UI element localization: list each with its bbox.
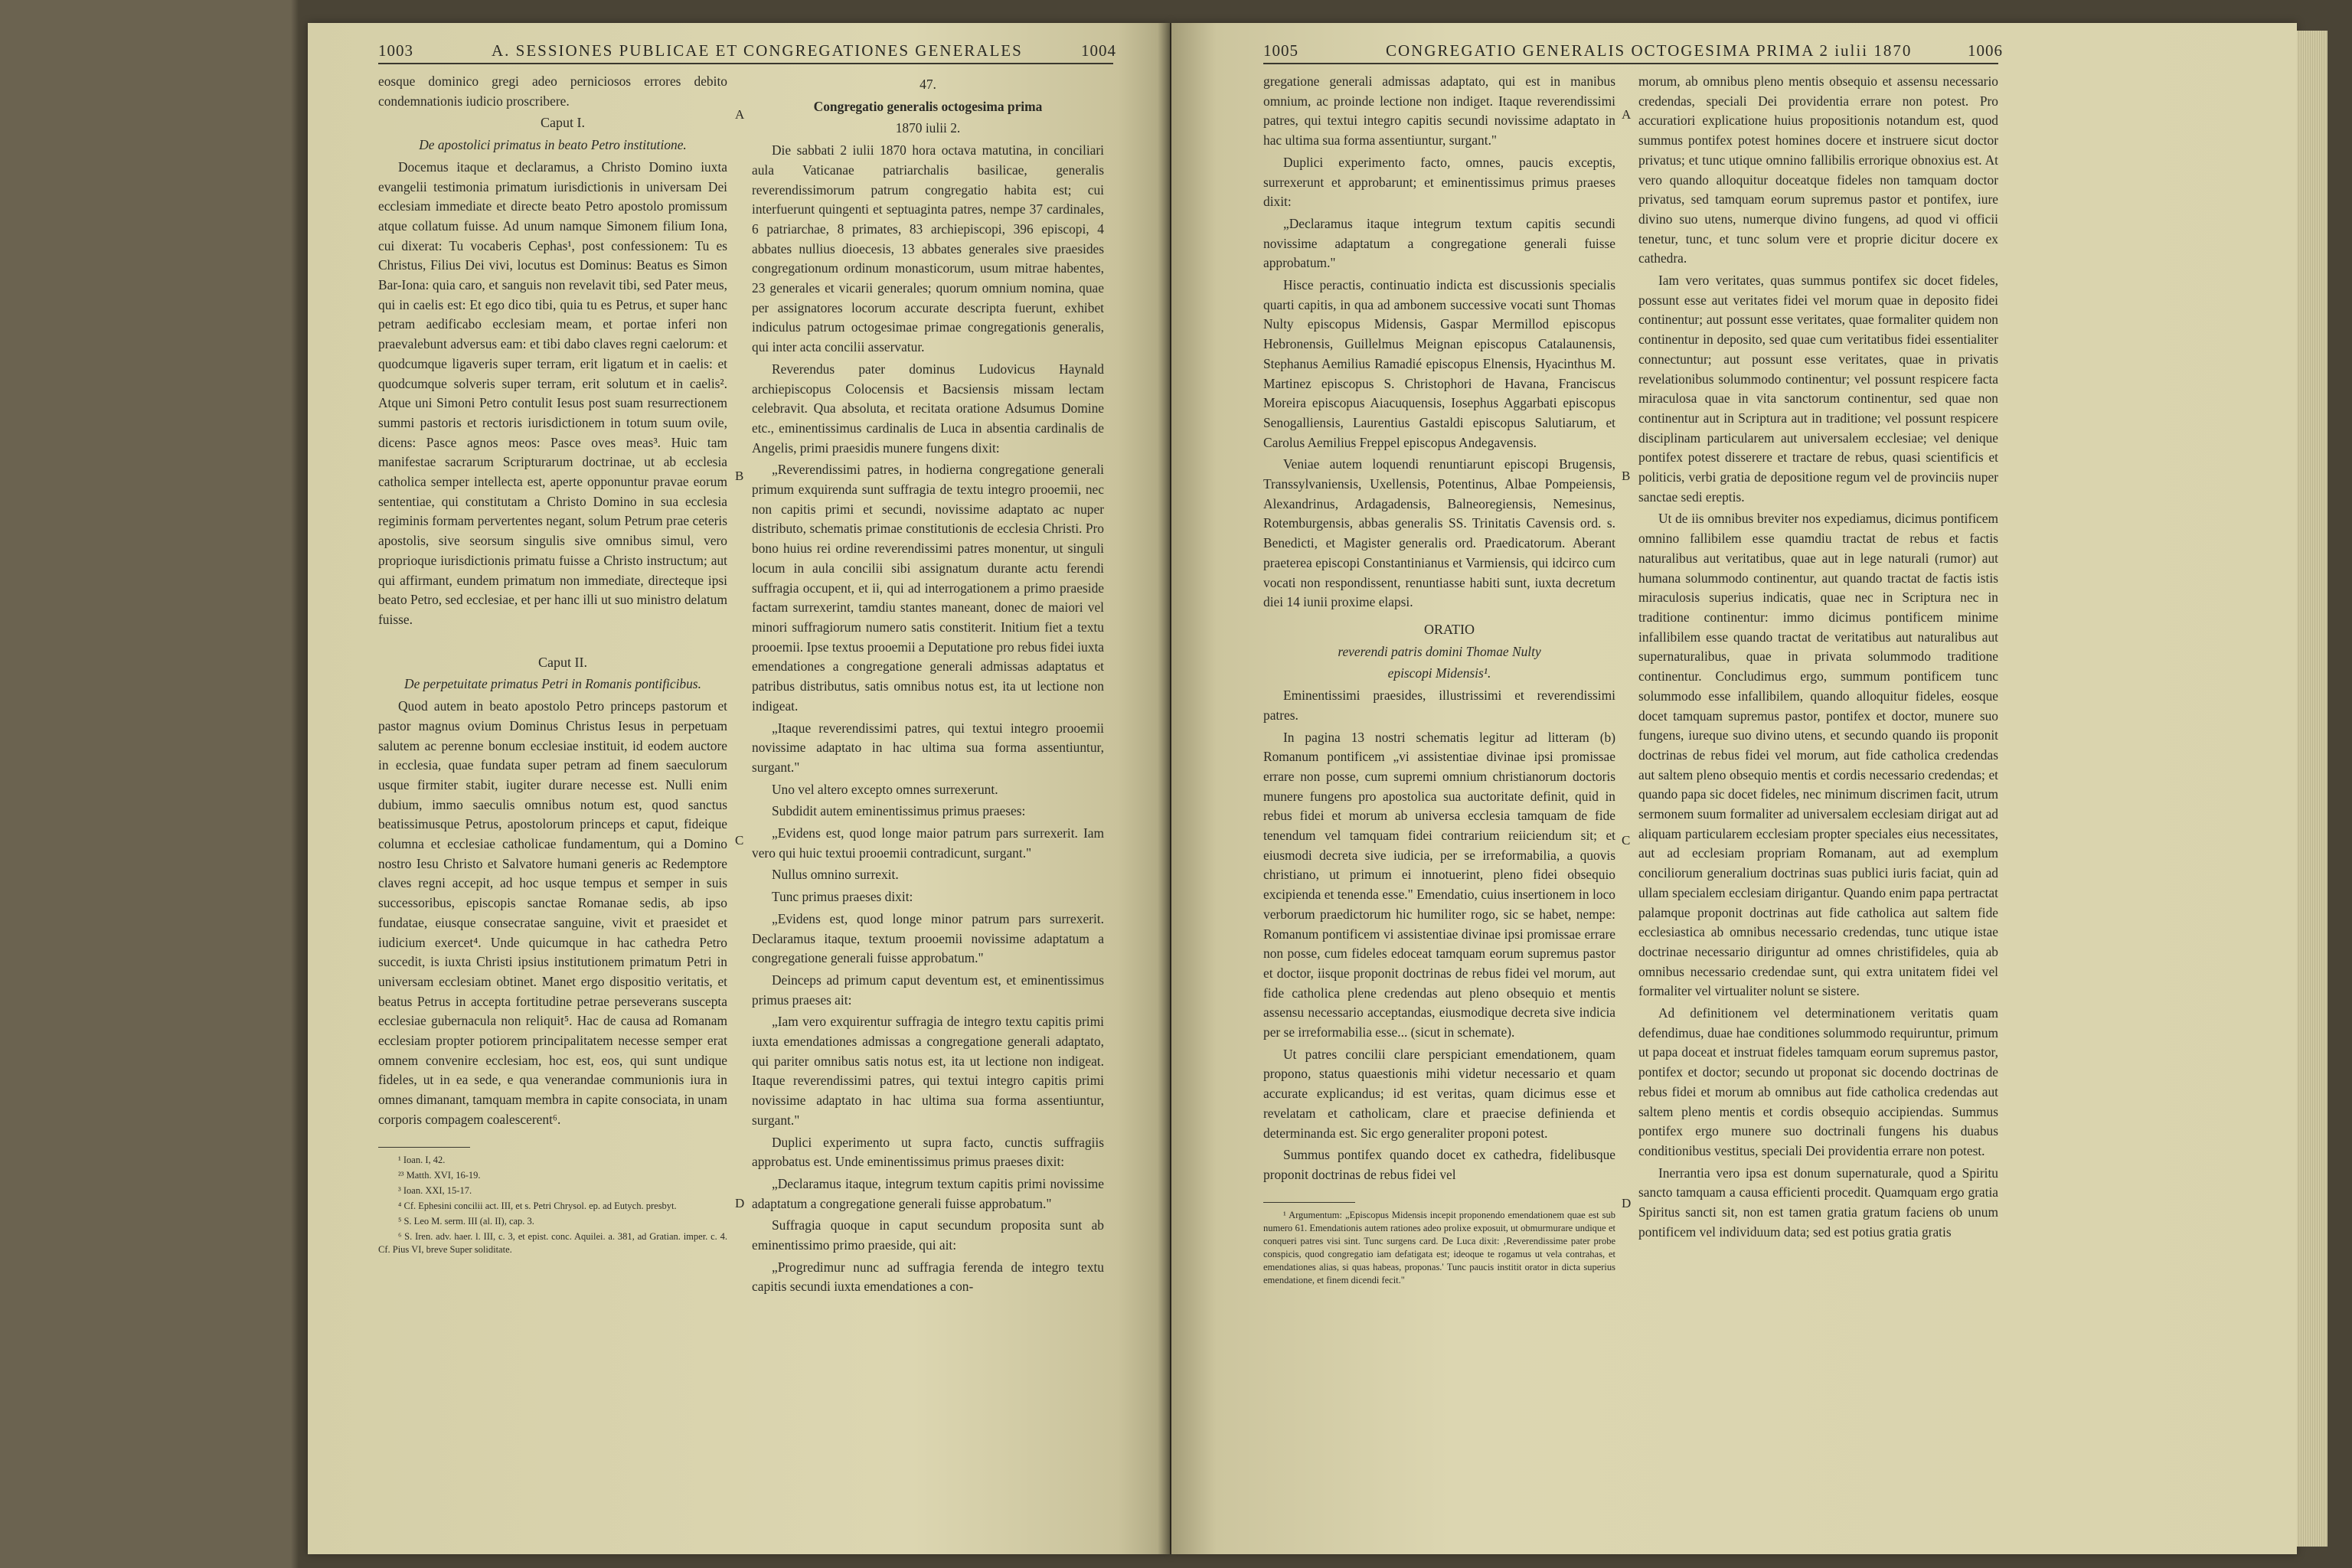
paragraph: gregatione generali admissas adaptato, qui est in manibus omnium, ac proinde lectione non indiget. Itaque reverendissimi patres, qui textui integro capitis secundi novissime adaptato in hac ultima sua forma assentiuntur, surgant." — [1263, 74, 1615, 149]
paragraph: Hisce peractis, continuatio indicta est discussionis specialis quarti capitis, in qua ad ambonem successive vocati sunt Thomas Nulty episcopus Midensis, Gaspar Mermillod episcopus Hebronensis, Guillelmus Meignan episcopus Catalaunensis, Stephanus Aemilius Ramadié episcopus Elnensis, Hyacinthus M. Martinez episcopus S. Christophori de Havana, Franciscus Moreira episcopus Aiacuquensis, Iosephus Aggarbati episcopus Senogalliensis, Laurentius Gastaldi episcopus Salutiarum, et Carolus Aemilius Freppel episcopus Andegavensis. — [1263, 277, 1615, 450]
congregatio-number: 47. — [920, 77, 936, 92]
footnote-rule — [1263, 1202, 1355, 1203]
section-title: De apostolici primatus in beato Petro institutione. — [419, 137, 687, 153]
paragraph: Duplici experimento facto, omnes, paucis exceptis, surrexerunt et approbarunt; et eminentissimus primus praeses dixit: — [1263, 154, 1615, 210]
page-number-1003: 1003 — [378, 41, 413, 60]
margin-marker-d: D — [1622, 1196, 1632, 1210]
paragraph: eosque dominico gregi adeo perniciosos errores debito condemnationis iudicio proscribere. — [378, 74, 727, 109]
page-number-1004: 1004 — [1081, 41, 1116, 60]
paragraph: Reverendus pater dominus Ludovicus Haynald archiepiscopus Colocensis et Bacsiensis missam lectam celebravit. Qua absoluta, et recitata oratione Adsumus Domine etc., eminentissimus cardinalis de Luca in absentia cardinalis de Angelis, primi praesidis munere fungens dixit: — [752, 361, 1104, 456]
margin-marker-b: B — [735, 469, 744, 483]
right-page-column-1 — [1263, 72, 1615, 1289]
margin-marker-c: C — [1622, 833, 1631, 848]
footnote-rule — [378, 1147, 470, 1148]
oratio-subtitle: episcopi Midensis¹. — [1387, 665, 1491, 681]
paragraph: Uno vel altero excepto omnes surrexerunt. — [772, 781, 998, 797]
paragraph: „Evidens est, quod longe maior patrum pars surrexerit. Iam vero qui huic textui prooemii contradicunt, surgant." — [752, 825, 1104, 861]
paragraph: Ut patres concilii clare perspiciant emendationem, quam propono, status quaestionis mihi videtur necessario et quam accurate explicandus; id est veritas, quam dicimus esse et revelatam et catholicam, clare et praecise definienda et determinanda est. Sic ergo generaliter proponi potest. — [1263, 1046, 1615, 1141]
paragraph: Suffragia quoque in caput secundum proposita sunt ab eminentissimo primo praeside, qui ait: — [752, 1217, 1104, 1253]
running-title-right: CONGREGATIO GENERALIS OCTOGESIMA PRIMA 2 iulii 1870 — [1386, 41, 1913, 60]
paragraph: „Progredimur nunc ad suffragia ferenda de integro textu capitis secundi iuxta emendationes a con- — [752, 1259, 1104, 1295]
paragraph: „Reverendissimi patres, in hodierna congregatione generali primum exquirenda sunt suffragia de textu integro prooemii, nec non capitis primi et secundi, novissime adaptato ac nuper distributo, schematis primae constitutionis de ecclesia Christi. Pro bono huius rei ordine reverendissimi patres monentur, ut singuli locum in aula concilii sibi assignatum durante actu ferendi suffragia occupent, et ii, qui ad interrogationem a primo praeside factam surrexerint, tamdiu stantes maneant, donec de maiori vel minori suffragiorum numero satis constiterit. Initium fiet a textu prooemii. Ipse textus prooemii a Deputatione pro rebus fidei iuxta emendationes a congregatione generali admissas adaptatus et patribus distributus, satis omnibus notus est, ita ut lectione non indigeat. — [752, 462, 1104, 714]
paragraph: Summus pontifex quando docet ex cathedra, fidelibusque proponit doctrinas de rebus fidei vel — [1263, 1147, 1615, 1182]
footnote: ¹ Ioan. I, 42. — [398, 1154, 446, 1165]
paragraph: Veniae autem loquendi renuntiarunt episcopi Brugensis, Transsylvaniensis, Uxellensis, Potentinus, Albae Pompeiensis, Alexandrinus, Ardagadensis, Balneoregiensis, Nemesinus, Rotemburgensis, abbas generalis SS. Trinitatis Cavensis ord. s. Benedicti, et Magister generalis ord. Praedicatorum. Aberant praeterea episcopi Constantinianus et Varmiensis, qui idcirco cum vocati non respondissent, renuntiasse habiti sunt, iuxta decretum diei 14 iunii proxime elapsi. — [1263, 456, 1615, 610]
left-page — [308, 23, 1170, 1554]
paragraph: Docemus itaque et declaramus, a Christo Domino iuxta evangelii testimonia primatum iurisdictionis in universam Dei ecclesiam immediate et directe beato Petro apostolo promissum atque collatum fuisse. Ad unum namque Simonem filium Iona, cui dixerat: Tu vocaberis Cephas¹, post confessionem: Tu es Christus, Filius Dei vivi, locutus est Dominus: Beatus es Simon Bar-Iona: quia caro, et sanguis non revelavit tibi, sed Pater meus, qui in caelis est: Et ego dico tibi, quia tu es Petrus, et super hanc petram aedificabo ecclesiam meam, et portae inferi non praevalebunt adversus eam: et tibi dabo claves regni caelorum: et quodcumque ligaveris super terram, erit ligatum et in caelis: et quodcumque solveris super terram, erit solutum et in caelis². Atque uni Simoni Petro contulit Iesus post suam resurrectionem summi pastoris et rectoris iurisdictionem in totum suum ovile, dicens: Pasce agnos meos: Pasce oves meas³. Huic tam manifestae sacrarum Scripturarum doctrinae, ut ab ecclesia catholica semper intellecta est, aperte opponuntur pravae eorum sententiae, qui constitutam a Christo Domino in sua ecclesia regiminis formam pervertentes negant, solum Petrum prae ceteris apostolis, sive seorsum singulis sive omnibus simul, vero proprioque iurisdictionis primatu fuisse a Christo instructum; aut qui affirmant, eundem primatum non immediate, directeque ipsi beato Petro, sed ecclesiae, et per hanc illi ut suo ministro delatum fuisse. — [378, 158, 727, 627]
paragraph: Duplici experimento ut supra facto, cunctis suffragiis approbatus est. Unde eminentissimus primus praeses dixit: — [752, 1134, 1104, 1170]
paragraph: Quod autem in beato apostolo Petro princeps pastorum et pastor magnus ovium Dominus Christus Iesus in perpetuam salutem ac perenne bonum ecclesiae instituit, id eodem auctore in ecclesia, quae fundata super petram ad finem saeculorum usque firmiter stabit, iugiter durare necesse est. Nulli enim dubium, immo saeculis omnibus notum est, quod sanctus beatissimusque Petrus, apostolorum princeps et caput, fideique columna et ecclesiae catholicae fundamentum, qui a Domino nostro Iesu Christo et Salvatore humani generis ac Redemptore claves regni accepit, ad hoc usque tempus et semper in suis successoribus, episcopis sanctae Romanae sedis, ab ipso fundatae, eiusque consecratae sanguine, vivit et praesidet et iudicium exercet⁴. Unde quicumque in hac cathedra Petro succedit, is iuxta Christi ipsius institutionem primatum Petri in universam ecclesiam obtinet. Manet ergo dispositio veritatis, et beatus Petrus in accepta fortitudine petrae perseverans suscepta ecclesiae gubernacula non reliquit⁵. Hac de causa ad Romanam ecclesiam propter potiorem principalitatem necesse semper erat omnem convenire ecclesiam, hoc est, eos, qui sunt undique fideles, ut in ea sede, e qua venerandae communionis iura in omnes dimanant, tamquam membra in capite consociata, in unam corporis compagem coalescerent⁶. — [378, 698, 727, 1127]
page-number-1005: 1005 — [1263, 41, 1298, 60]
section-heading: Caput I. — [541, 115, 585, 131]
header-rule — [1263, 63, 1998, 64]
margin-marker-c: C — [735, 833, 744, 848]
left-page-column-1 — [378, 72, 727, 1259]
paragraph: Nullus omnino surrexit. — [772, 867, 899, 883]
paragraph: Iam vero veritates, quas summus pontifex sic docet fideles, possunt esse aut veritates fidei vel morum quae in deposito fidei continentur; aut possunt esse veritates, quae formaliter quidem non continentur in deposito, sed quae cum veritatibus fidei essentialiter connectuntur; aut possunt esse veritates, quae in privatis revelationibus solummodo continentur; vel possunt respicere facta miraculosa quae in vita sanctorum continentur, sed quae non continentur aut in Scriptura aut in traditione; vel possunt respicere disciplinam particularem aut universalem ecclesiae; vel denique pontifex potest disserere et tractare de rebus, quasi scientificis et politicis, verbi gratia de depositione regum vel de provinciis nuper sanctae sedi ereptis. — [1638, 273, 1998, 505]
margin-marker-b: B — [1622, 469, 1631, 483]
paragraph: „Declaramus itaque, integrum textum capitis primi novissime adaptatum a congregatione generali fuisse approbatum." — [752, 1175, 1104, 1211]
paragraph: „Itaque reverendissimi patres, qui textui integro prooemii novissime adaptato in hac ultima sua forma assentiuntur, surgant." — [752, 720, 1104, 775]
oratio-heading: ORATIO — [1424, 621, 1475, 637]
running-title-left: A. SESSIONES PUBLICAE ET CONGREGATIONES GENERALES — [492, 41, 1023, 60]
congregatio-title: Congregatio generalis octogesima prima — [813, 98, 1043, 114]
page-number-1006: 1006 — [1968, 41, 2003, 60]
paragraph: „Declaramus itaque integrum textum capitis secundi novissime adaptatum a congregatione generali fuisse approbatum." — [1263, 215, 1615, 271]
oratio-subtitle: reverendi patris domini Thomae Nulty — [1338, 643, 1541, 659]
paragraph: Deinceps ad primum caput deventum est, et eminentissimus primus praeses ait: — [752, 972, 1104, 1008]
page-edges — [2297, 31, 2328, 1547]
paragraph: morum, ab omnibus pleno mentis obsequio et assensu necessario credendas, speciali Dei providentia errare non potest. Pro accuratiori explicatione huius propositionis notandum est, quod summus pontifex potest homines docere et instruere sicut doctor privatus; et tunc utique omnino fallibilis errorique obnoxius est. At vero quando alloquitur doceatque fideles non tamquam doctor privatus, sed tamquam eorum supremus pastor et pontifex, iure divino suo utens, numerque divino fungens, ad quod vi officii tenetur, tunc, et tunc solum vere et proprie dicitur docere ex cathedra. — [1638, 74, 1998, 266]
paragraph: Subdidit autem eminentissimus primus praeses: — [772, 803, 1026, 819]
right-running-head — [1171, 34, 2297, 64]
paragraph: Tunc primus praeses dixit: — [772, 889, 913, 905]
footnote: ⁴ Cf. Ephesini concilii act. III, et s. Petri Chrysol. ep. ad Eutych. presbyt. — [398, 1200, 677, 1211]
section-title: De perpetuitate primatus Petri in Romanis pontificibus. — [404, 676, 701, 692]
margin-marker-d: D — [735, 1196, 745, 1210]
paragraph: In pagina 13 nostri schematis legitur ad litteram (b) Romanum pontificem „vi assistentiae divinae ipsi promissae errare non posse, cum supremi omnium christianorum doctoris munere fungens pro apostolica sua auctoritate definit, quid in rebus fidei et morum ab universa ecclesia tamquam de fide tenendum vel tamquam fidei contrarium reiiciendum sit; et eiusmodi decreta sive iudicia, per se irreformabilia, a quovis christiano, ut primum ei innotuerint, pleno fidei obsequio excipienda et tenenda esse." Emendatio, cuius insertionem in loco verborum praedictorum hic humiliter rogo, sic se habet, nempe: Romanum pontificem vi assistentiae divinae ipsi promissae errare non posse, cum fideles edoceat tamquam eorum supremus pastor et doctor, iisque proponit doctrinas de rebus fidei vel morum, aut fide catholica plene credendas aut pleno obsequio et mentis assensu necessario acceptandas, eiusmodique decreta sive indicia per se irreformabilia esse... (sicut in schemate). — [1263, 729, 1615, 1040]
paragraph: „Evidens est, quod longe minor patrum pars surrexerit. Declaramus itaque, textum prooemii novissime adaptatum a congregatione generali fuisse approbatum." — [752, 910, 1104, 966]
paragraph: Eminentissimi praesides, illustrissimi et reverendissimi patres. — [1263, 688, 1615, 723]
footnote: ³ Ioan. XXI, 15-17. — [398, 1184, 472, 1196]
congregatio-date: 1870 iulii 2. — [895, 120, 961, 136]
section-heading: Caput II. — [538, 654, 587, 670]
left-running-head — [308, 34, 1170, 64]
footnote: ²³ Matth. XVI, 16-19. — [398, 1169, 481, 1181]
right-page-column-2 — [1638, 72, 1998, 1244]
margin-marker-a: A — [735, 107, 745, 122]
paragraph: „Iam vero exquirentur suffragia de integro textu capitis primi iuxta emendationes admissas a congregatione generali adaptato, qui pariter omnibus satis notus est, ita ut lectione non indigeat. Itaque reverendissimi patres, qui textui integro capitis primi novissime adaptato in hac ultima sua forma assentiuntur, surgant." — [752, 1014, 1104, 1128]
footnote: ¹ Argumentum: „Episcopus Midensis incepit proponendo emendationem quae est sub numero 61. Emendationis autem rationes adeo prolixe exposuit, ut obmurmurare undique et conqueri patres visi sint. Tunc surgens card. De Luca dixit: ‚Reverendissime pater probe conspicis, quod congregatio iam defatigata est; ideoque te rogamus ut vela contrahas, et emendationes alias, si quas habeas, proponas.' Tunc paucis institit orator in dicta superius emendatione, et finem dicendi fecit." — [1263, 1209, 1615, 1285]
left-page-column-2 — [752, 72, 1104, 1299]
paragraph: Ut de iis omnibus breviter nos expediamus, dicimus pontificem omnino fallibilem esse quamdiu tractat de rebus et factis naturalibus aut veritatibus, quae aut in lege naturali (rumor) aut humana solummodo continentur, aut quando tractat de factis istis miraculosis superius indicatis, quae nec in Scriptura nec in traditione continentur: immo dicimus pontificem minime infallibilem esse quando tractat de veritatibus aut naturalibus aut supernaturalibus, quae in privata solummodo traditione continentur. Concludimus ergo, summum pontificem tunc solummodo esse infallibilem, quando alloquitur fideles, eosque docet tamquam supremus pastor, pontifex et doctor, munere suo fungens, iureque suo divino utens, et secundo quando iis proponit doctrinas de rebus fidei vel morum, aut fide catholica credendas aut saltem pleno obsequio mentis et cordis necessario credendas; et quando papa sic docet fideles, nec minimum discrimen facit, utrum sermonem suum formaliter ad universalem ecclesiam dirigat aut ad aliquam particularem ecclesiam propter speciales eius necessitates, aut ad ecclesiam propriam Romanam, aut ad exemplum conciliorum generalium doctrinas suas publici iuris faciat, quin ad ullam specialem ecclesiam dirigantur. Quando enim papa pertractat palamque proponit doctrinas aut fide catholica aut saltem fide ecclesiastica ab omnibus necessario credendas, tunc utique istae doctrinae necessario diriguntur ad omnes christifideles, quia ab omnibus necessario credendae sunt, qui extra unitatem fidei vel formaliter vel virtualiter nolunt se sistere. — [1638, 511, 1998, 999]
footnote: ⁶ S. Iren. adv. haer. l. III, c. 3, et epist. conc. Aquilei. a. 381, ad Gratian. imper. c. 4. Cf. Pius VI, breve Super soliditate. — [378, 1230, 727, 1255]
paragraph: Ad definitionem vel determinationem veritatis quam defendimus, duae hae conditiones solummodo requiruntur, primum ut papa doceat et instruat fideles tamquam eorum supremus pastor, pontifex et doctor; secundo ut proponat sic docendo doctrinas de rebus fidei et morum ab omnibus aut fide catholica credendas aut saltem pleno mentis et cordis obsequio accipiendas. Summus pontifex ergo munere suo doctrinali fungens his duabus conditionibus vestitus, speciali Dei providentia errare non potest. — [1638, 1005, 1998, 1158]
footnote: ⁵ S. Leo M. serm. III (al. II), cap. 3. — [398, 1215, 534, 1227]
margin-marker-a: A — [1622, 107, 1632, 122]
header-rule — [378, 63, 1113, 64]
right-page — [1171, 23, 2297, 1554]
paragraph: Inerrantia vero ipsa est donum supernaturale, quod a Spiritu sancto tamquam a causa efficienti procedit. Quamquam ergo gratia Spiritus sancti sit, non est tamen gratia gratum faciens ob unum pontificem vel individuum data; sed est potius gratia gratis — [1638, 1165, 1998, 1240]
paragraph: Die sabbati 2 iulii 1870 hora octava matutina, in conciliari aula Vaticanae patriarchalis basilicae, generalis reverendissimorum patrum congregatio habita est; cui interfuerunt quingenti et septuaginta patres, nempe 37 cardinales, 6 patriarchae, 8 primates, 83 archiepiscopi, 396 episcopi, 4 abbates nullius dioecesis, 13 abbates generales sive praesides congregationum ordinum monasticorum, usum mitrae habentes, 23 generales et vicarii generales; quorum omnium nomina, quae per assignatores locorum accurate descripta fuerunt, exhibet indiculus patrum octogesimae primae congregationis generalis, qui inter acta concilii asservatur. — [752, 142, 1104, 355]
